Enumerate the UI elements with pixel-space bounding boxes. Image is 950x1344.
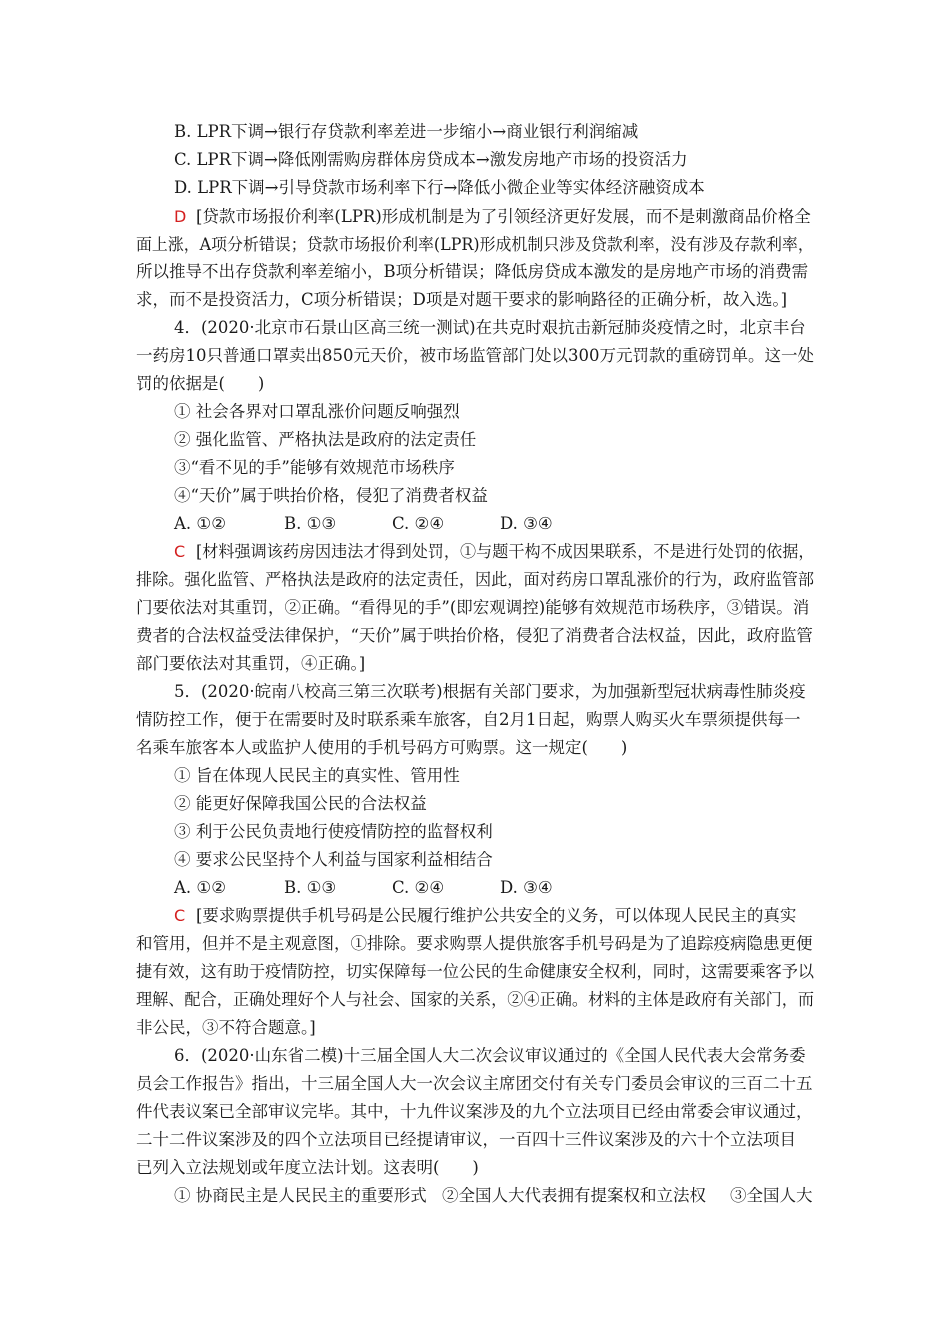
q4-answer-line — [0, 538, 950, 565]
q5-explanation-1: [要求购票提供手机号码是公民履行维护公共安全的义务，可以体现人民民主的真实 — [196, 906, 797, 925]
q5-stem-3: 名乘车旅客本人或监护人使用的手机号码方可购票。这一规定( ) — [136, 738, 628, 757]
q5-explanation-line-5 — [0, 1014, 950, 1041]
q5-stem-2: 情防控工作，便于在需要时及时联系乘车旅客，自2月1日起，购票人购买火车票须提供每一 — [136, 710, 801, 729]
q4-item-1 — [0, 398, 950, 425]
q5-explanation-line-3 — [0, 958, 950, 985]
q4-explanation-line-2 — [0, 566, 950, 593]
q3-option-c — [0, 146, 950, 173]
q5-item-4 — [0, 846, 950, 873]
q3-explanation-line-4 — [0, 286, 950, 313]
q5-explanation-line-2 — [0, 930, 950, 957]
q6-stem-1: 6．(2020·山东省二模)十三届全国人大二次会议审议通过的《全国人民代表大会常务委 — [174, 1046, 806, 1065]
q4-explanation-line-4 — [0, 622, 950, 649]
q6-stem-line-4 — [0, 1126, 950, 1153]
q4-stem-3: 罚的依据是( ) — [136, 374, 265, 393]
q5-item-1-text: ① 旨在体现人民民主的真实性、管用性 — [174, 766, 460, 785]
q3-explanation-line-2 — [0, 231, 950, 258]
q5-stem-line-2 — [0, 706, 950, 733]
q5-choice-d: D. ③④ — [500, 878, 553, 897]
q4-answer-letter: C — [174, 542, 186, 561]
q4-explanation-4: 费者的合法权益受法律保护，“天价”属于哄抬价格，侵犯了消费者合法权益，因此，政府监管 — [136, 626, 813, 645]
q6-item-1: ① 协商民主是人民民主的重要形式 — [174, 1186, 427, 1205]
q3-option-d-text: D. LPR下调→引导贷款市场利率下行→降低小微企业等实体经济融资成本 — [174, 178, 705, 197]
q6-stem-5: 已列入立法规划或年度立法计划。这表明( ) — [136, 1158, 479, 1177]
q4-stem-line-1 — [0, 314, 950, 341]
q5-item-2-text: ② 能更好保障我国公民的合法权益 — [174, 794, 427, 813]
q6-items-line — [0, 1182, 950, 1209]
q5-item-3-text: ③ 利于公民负责地行使疫情防控的监督权利 — [174, 822, 493, 841]
q4-explanation-3: 门要依法对其重罚，②正确。“看得见的手”(即宏观调控)能够有效规范市场秩序，③错误。消 — [136, 598, 810, 617]
q3-explanation-2: 面上涨，A项分析错误；贷款市场报价利率(LPR)形成机制只涉及贷款利率，没有涉及存款利率， — [136, 235, 814, 254]
q5-choice-c: C. ②④ — [392, 878, 445, 897]
q5-answer-line — [0, 902, 950, 929]
q4-choices — [0, 510, 950, 537]
q5-answer-letter: C — [174, 906, 186, 925]
q6-stem-4: 二十二件议案涉及的四个立法项目已经提请审议，一百四十三件议案涉及的六十个立法项目 — [136, 1130, 796, 1149]
q4-item-3-text: ③“看不见的手”能够有效规范市场秩序 — [174, 458, 455, 477]
q6-stem-line-2 — [0, 1070, 950, 1097]
q3-option-b-text: B. LPR下调→银行存贷款利率差进一步缩小→商业银行利润缩减 — [174, 122, 639, 141]
q5-explanation-2: 和管用，但并不是主观意图，①排除。要求购票人提供旅客手机号码是为了追踪疫病隐患更便 — [136, 934, 813, 953]
q3-option-c-text: C. LPR下调→降低刚需购房群体房贷成本→激发房地产市场的投资活力 — [174, 150, 688, 169]
q3-explanation-4: 求，而不是投资活力，C项分析错误；D项是对题干要求的影响路径的正确分析，故入选。] — [136, 290, 788, 309]
q5-explanation-3: 捷有效，这有助于疫情防控，切实保障每一位公民的生命健康安全权利，同时，这需要乘客予以 — [136, 962, 815, 981]
q6-stem-3: 件代表议案已全部审议完毕。其中，十九件议案涉及的九个立法项目已经由常委会审议通过， — [136, 1102, 813, 1121]
q4-item-2 — [0, 426, 950, 453]
q4-stem-line-3 — [0, 370, 950, 397]
q5-choice-b: B. ①③ — [284, 878, 337, 897]
q5-stem-line-3 — [0, 734, 950, 761]
q5-choice-a: A. ①② — [174, 878, 226, 897]
q5-item-3 — [0, 818, 950, 845]
q4-item-4-text: ④“天价”属于哄抬价格，侵犯了消费者权益 — [174, 486, 488, 505]
q5-item-4-text: ④ 要求公民坚持个人利益与国家利益相结合 — [174, 850, 493, 869]
q5-explanation-5: 非公民，③不符合题意。] — [136, 1018, 316, 1037]
q4-item-3 — [0, 454, 950, 481]
q3-option-b — [0, 118, 950, 145]
q4-explanation-1: [材料强调该药房因违法才得到处罚，①与题干构不成因果联系，不是进行处罚的依据， — [196, 542, 815, 561]
q5-item-1 — [0, 762, 950, 789]
q6-stem-line-3 — [0, 1098, 950, 1125]
q5-item-2 — [0, 790, 950, 817]
q5-stem-line-1 — [0, 678, 950, 705]
q4-item-1-text: ① 社会各界对口罩乱涨价问题反响强烈 — [174, 402, 460, 421]
q4-item-4 — [0, 482, 950, 509]
q4-item-2-text: ② 强化监管、严格执法是政府的法定责任 — [174, 430, 477, 449]
q4-explanation-5: 部门要依法对其重罚，④正确。] — [136, 654, 366, 673]
q4-explanation-line-3 — [0, 594, 950, 621]
q4-choice-a: A. ①② — [174, 514, 226, 533]
q6-stem-2: 员会工作报告》指出，十三届全国人大一次会议主席团交付有关专门委员会审议的三百二十五 — [136, 1074, 813, 1093]
q4-stem-1: 4．(2020·北京市石景山区高三统一测试)在共克时艰抗击新冠肺炎疫情之时，北京丰台 — [174, 318, 806, 337]
q4-choice-c: C. ②④ — [392, 514, 445, 533]
q4-explanation-line-5 — [0, 650, 950, 677]
q3-option-d — [0, 174, 950, 201]
q4-explanation-2: 排除。强化监管、严格执法是政府的法定责任，因此，面对药房口罩乱涨价的行为，政府监管部 — [136, 570, 815, 589]
q6-item-2: ②全国人大代表拥有提案权和立法权 — [442, 1186, 706, 1205]
q4-choice-b: B. ①③ — [284, 514, 337, 533]
q3-explanation-line-3 — [0, 258, 950, 285]
q6-item-3: ③全国人大 — [730, 1186, 813, 1205]
q6-stem-line-1 — [0, 1042, 950, 1069]
q3-explanation-3: 所以推导不出存贷款利率差缩小，B项分析错误；降低房贷成本激发的是房地产市场的消费需 — [136, 262, 809, 281]
q5-explanation-line-4 — [0, 986, 950, 1013]
q4-choice-d: D. ③④ — [500, 514, 553, 533]
q5-explanation-4: 理解、配合，正确处理好个人与社会、国家的关系，②④正确。材料的主体是政府有关部门，而 — [136, 990, 815, 1009]
q6-stem-line-5 — [0, 1154, 950, 1181]
q5-choices — [0, 874, 950, 901]
q3-answer-letter: D — [174, 207, 187, 226]
q3-explanation-1: [贷款市场报价利率(LPR)形成机制是为了引领经济更好发展，而不是刺激商品价格全 — [196, 207, 811, 226]
q4-stem-2: 一药房10只普通口罩卖出850元天价，被市场监管部门处以300万元罚款的重磅罚单。这一处 — [136, 346, 814, 365]
q5-stem-1: 5．(2020·皖南八校高三第三次联考)根据有关部门要求，为加强新型冠状病毒性肺炎疫 — [174, 682, 806, 701]
q4-stem-line-2 — [0, 342, 950, 369]
q3-answer-line — [0, 203, 950, 230]
